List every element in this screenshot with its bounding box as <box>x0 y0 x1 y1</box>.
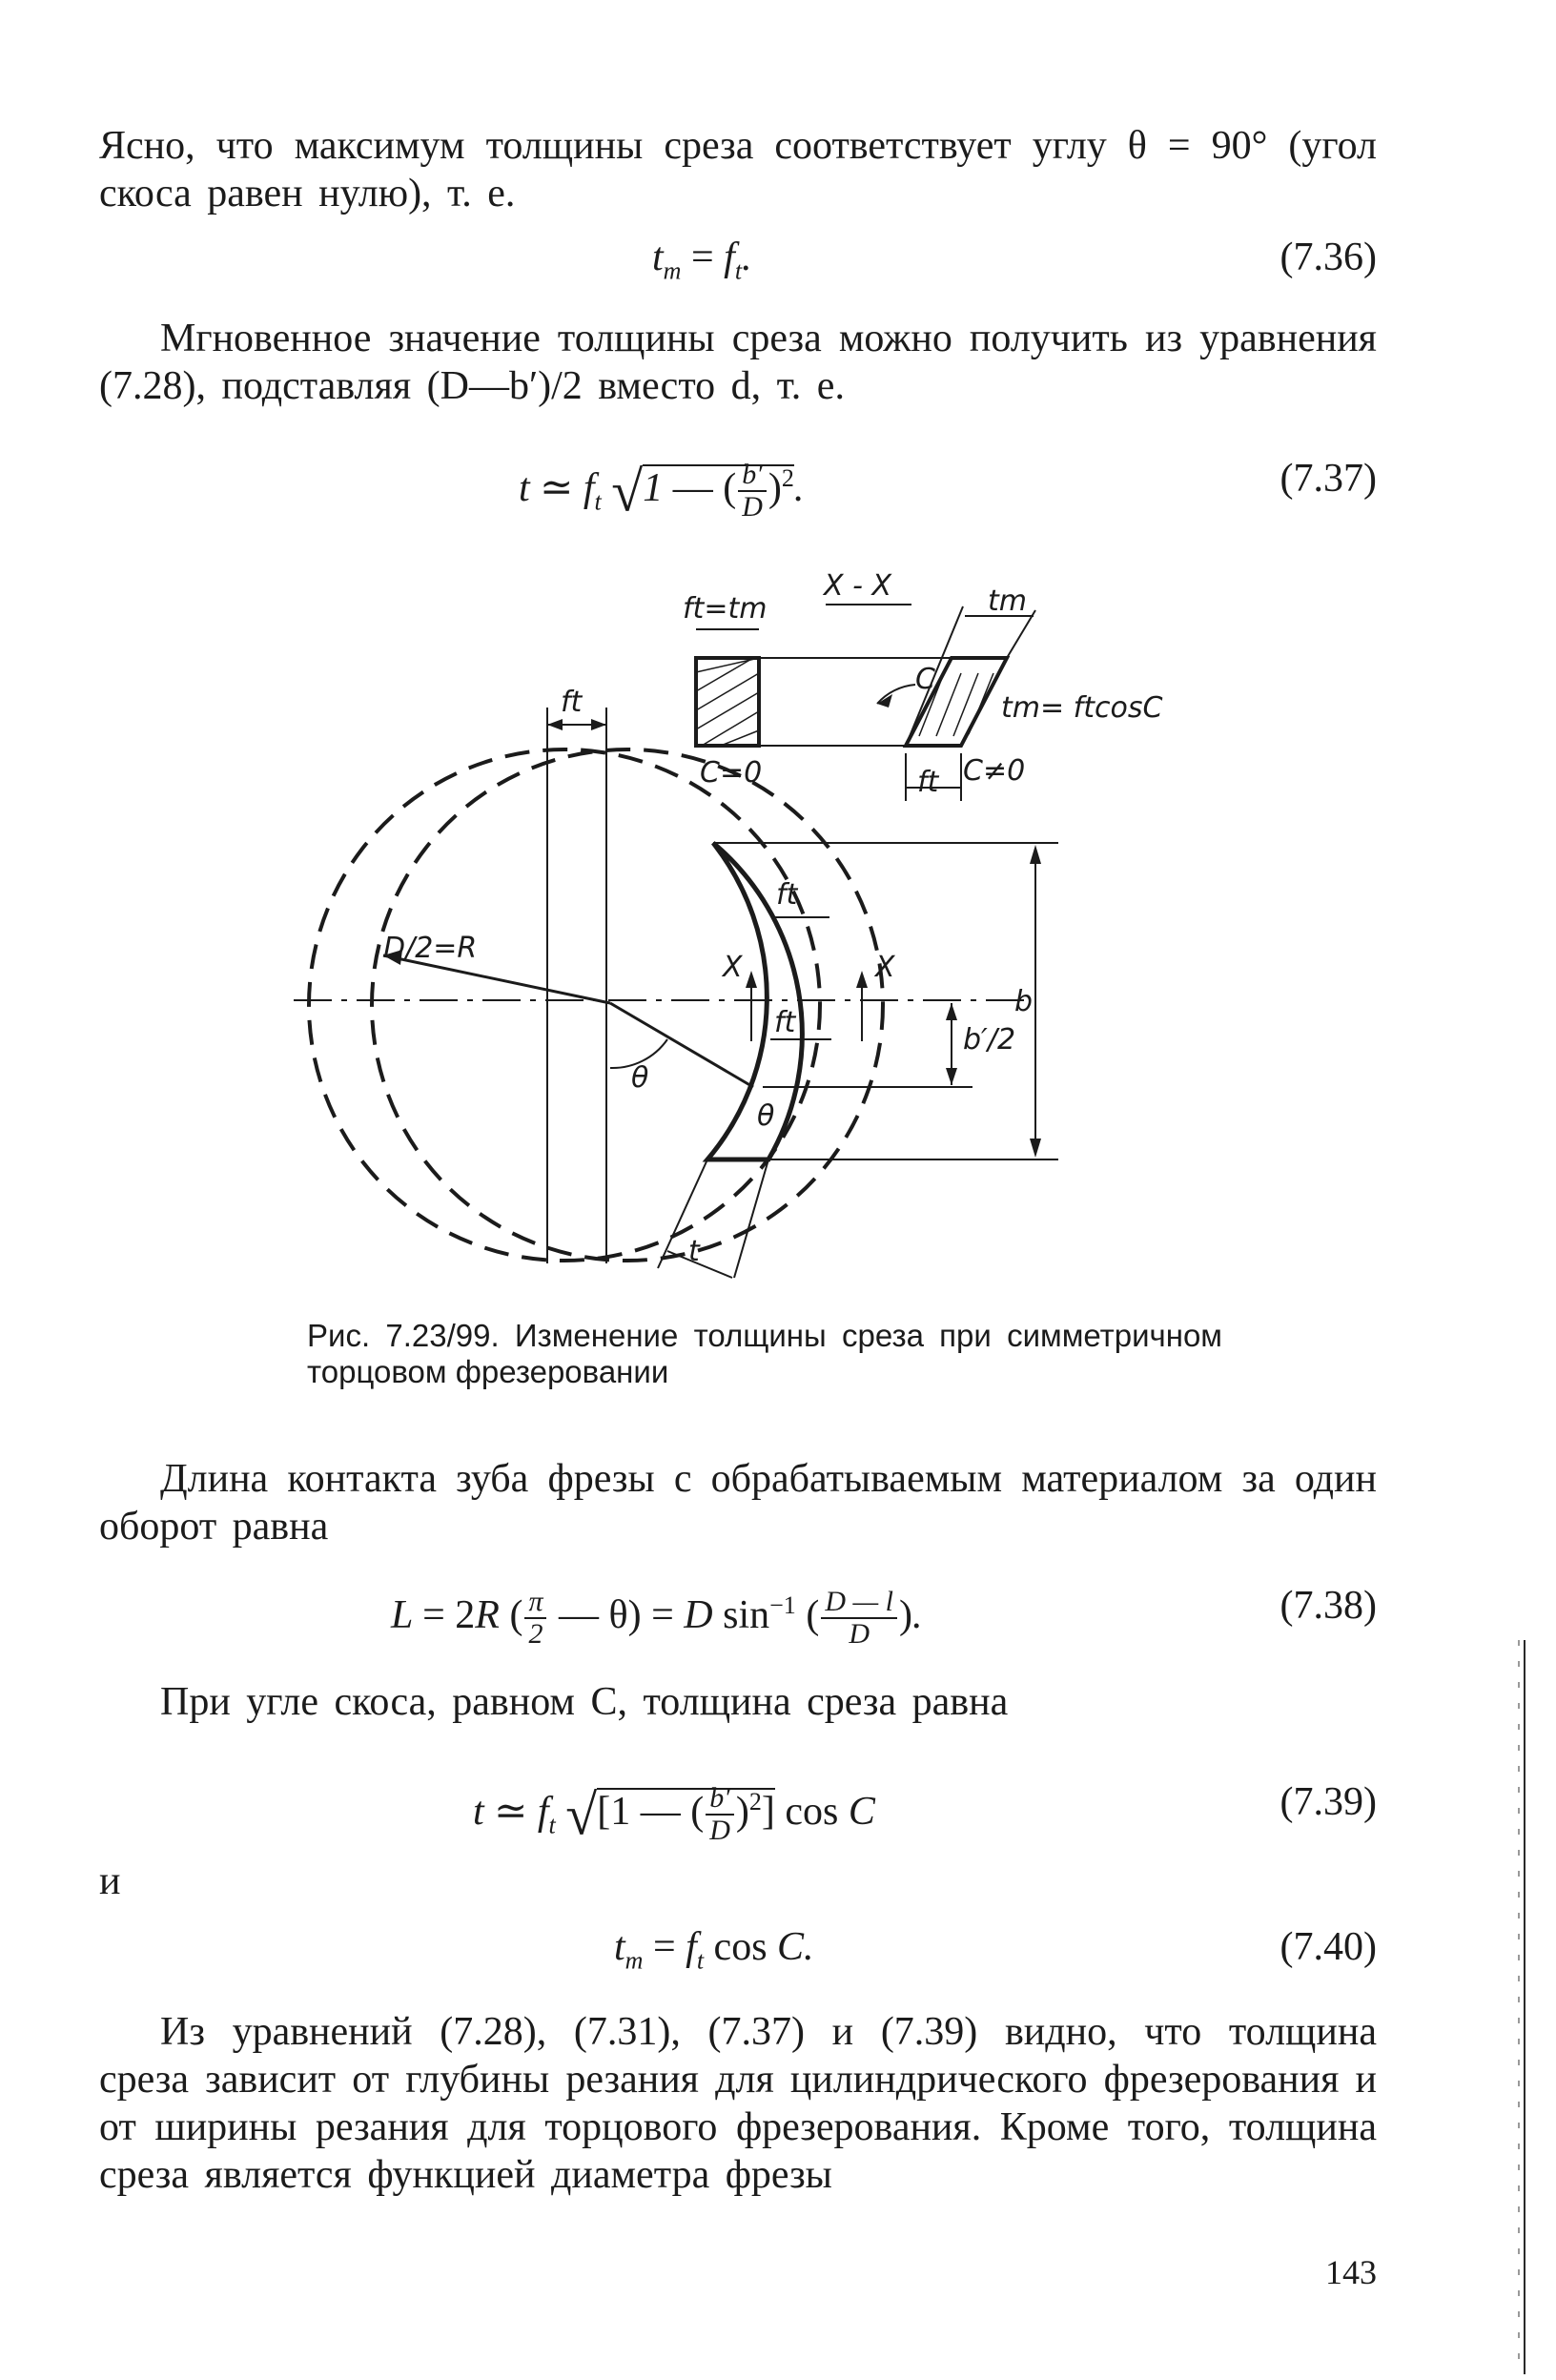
label-theta-outer: θ <box>757 1099 775 1133</box>
equation-7-40: $t_m = f_t$ cos C. (7.40) <box>99 1918 1377 1976</box>
paragraph-3 <box>99 1455 1377 1550</box>
cutter-circle-left <box>309 749 820 1261</box>
scan-edge-line <box>1524 1640 1525 2374</box>
equation-7-36: $t_m = f_t$. (7.36) <box>99 229 1377 286</box>
equation-number: (7.39) <box>1280 1780 1377 1824</box>
label-x-left: X <box>723 951 743 984</box>
label-ft-right: ft <box>776 878 798 912</box>
equation-number: (7.38) <box>1280 1584 1377 1628</box>
label-theta-inner: θ <box>631 1061 649 1095</box>
label-tm-top: tm <box>988 585 1027 618</box>
section-rect-c0 <box>696 658 759 746</box>
paragraph-1: Ясно, что максимум толщины среза соответствует углу θ = 90° (угол скоса равен нулю), т. е. <box>99 124 1377 215</box>
equation-7-37: t ≃ $f_t$ √1 — ( $\frac{b'}{D}$ )$^2$. (7.37) <box>99 450 1377 507</box>
paragraph-4-text: При угле скоса, равном C, толщина среза равна <box>160 1680 1009 1724</box>
label-section: X - X <box>824 569 892 603</box>
page-number: 143 <box>1325 2253 1377 2291</box>
paragraph-2-text: Мгновенное значение толщины среза можно получить из уравнения (7.28), подставляя (D—b′)/2 вместо d, т. е. <box>99 317 1377 408</box>
label-ft-bottom: ft <box>917 766 939 799</box>
equation-number: (7.40) <box>1280 1925 1377 1969</box>
paragraph-6-text: Из уравнений (7.28), (7.31), (7.37) и (7.39) видно, что толщина среза зависит от глубины резания для цилиндрического фрезерования и от ширины резания для торцового фрезерования. Кроме того, толщина среза является функцией диаметра фрезы <box>99 2010 1377 2197</box>
paragraph-6 <box>99 2008 1377 2199</box>
equation-number: (7.37) <box>1280 457 1377 501</box>
label-c-zero: C=0 <box>700 756 763 790</box>
label-ft-mid: ft <box>774 1006 796 1039</box>
paragraph-4 <box>99 1678 1377 1726</box>
label-c-nonzero: C≠0 <box>963 754 1026 788</box>
scan-edge-dots <box>1518 1640 1520 2365</box>
label-tm-eq: tm= ftcosC <box>1001 691 1163 725</box>
conjunction: и <box>99 1859 121 1903</box>
equation-number: (7.36) <box>1280 236 1377 279</box>
label-ft-eq-tm: ft=tm <box>683 592 768 626</box>
label-c-angle: C <box>915 663 935 696</box>
cutter-circle-right <box>372 749 883 1261</box>
paragraph-3-text: Длина контакта зуба фрезы с обрабатываемым материалом за один оборот равна <box>99 1457 1377 1549</box>
label-t: t <box>688 1235 700 1268</box>
dimension-t <box>667 1251 732 1278</box>
label-radius: D/2=R <box>383 932 478 965</box>
label-x-right: X <box>875 951 895 984</box>
equation-7-39: t ≃ $f_t$ √[1 — ( $\frac{b'}{D}$ )$^2$] cos C (7.39) <box>99 1774 1377 1831</box>
label-ft-top: ft <box>561 686 583 719</box>
label-b-half: b′/2 <box>963 1023 1016 1057</box>
figure-caption: Рис. 7.23/99. Изменение толщины среза при симметричном торцовом фрезеровании <box>307 1318 1222 1389</box>
label-b: b <box>1014 985 1034 1018</box>
equation-7-38: L = 2R ( $\frac{\pi}{2}$ — θ) = D $\sin^{-1}$ ( $\frac{D — l}{D}$ ). (7.38) <box>99 1577 1377 1634</box>
